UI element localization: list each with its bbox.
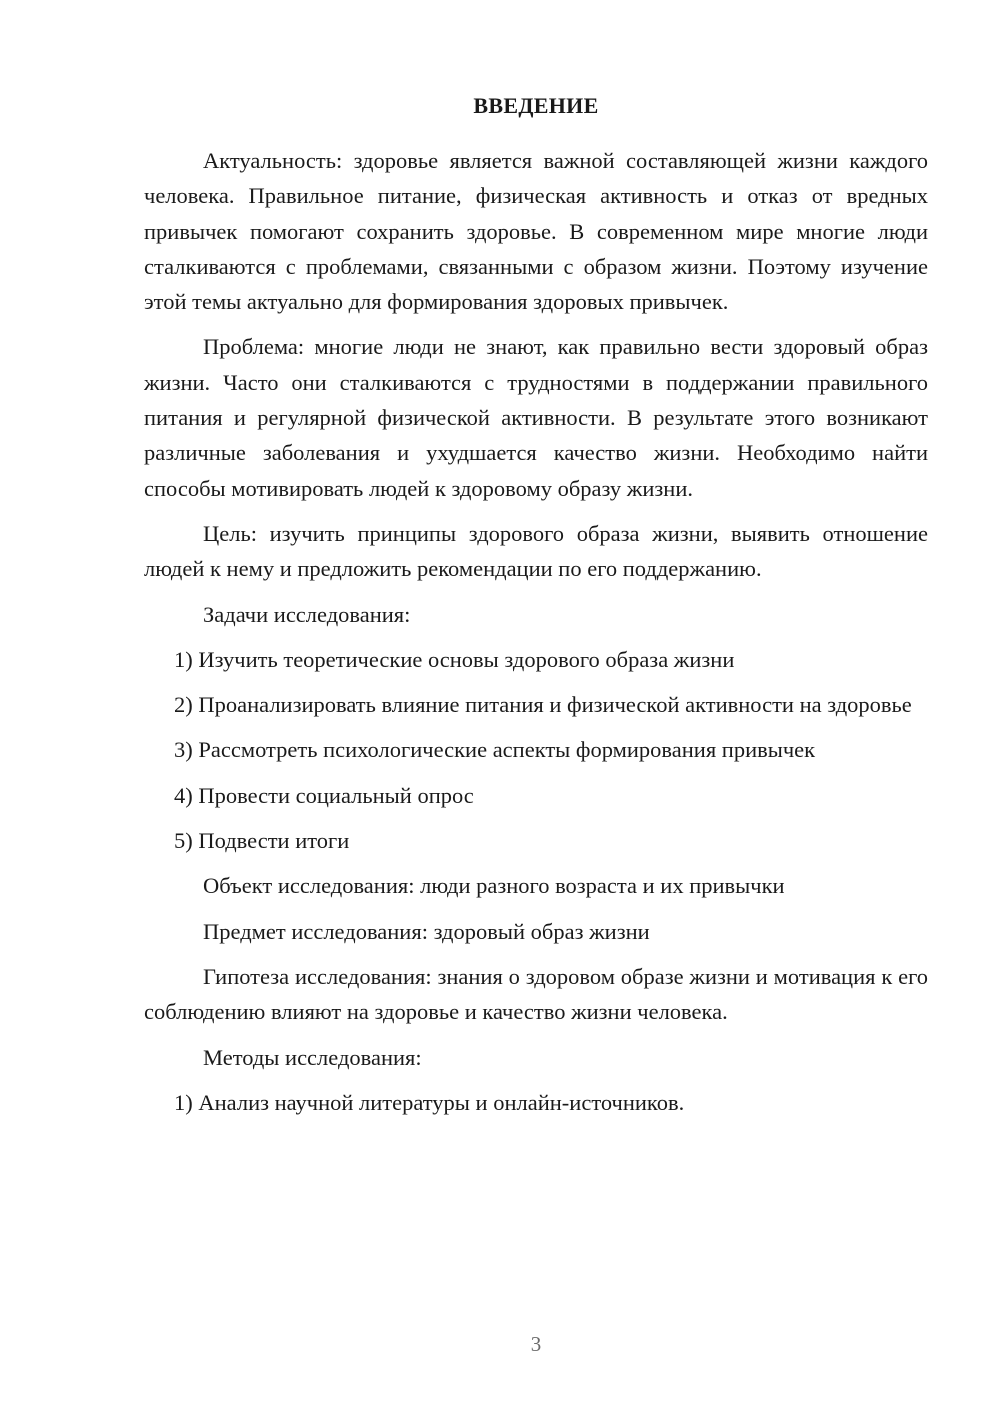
method-item-1: 1) Анализ научной литературы и онлайн-источников. <box>174 1089 685 1115</box>
document-page <box>144 90 928 1130</box>
task-item-2: 2) Проанализировать влияние питания и физической активности на здоровье <box>174 692 912 718</box>
research-object: Объект исследования: люди разного возраста и их привычки <box>203 873 785 899</box>
methods-heading: Методы исследования: <box>203 1044 422 1070</box>
page-number: 3 <box>530 1332 542 1356</box>
hypothesis-paragraph: Гипотеза исследования: знания о здоровом образе жизни и мотивация к его соблюдению влияют на здоровье и качество жизни человека. <box>144 963 928 1025</box>
goal-paragraph: Цель: изучить принципы здорового образа жизни, выявить отношение людей к нему и предложить рекомендации по его поддержанию. <box>144 520 928 582</box>
task-item-5: 5) Подвести итоги <box>174 828 350 854</box>
tasks-heading: Задачи исследования: <box>203 601 411 627</box>
task-item-3: 3) Рассмотреть психологические аспекты формирования привычек <box>174 737 816 763</box>
research-subject: Предмет исследования: здоровый образ жизни <box>203 918 650 944</box>
problem-paragraph: Проблема: многие люди не знают, как правильно вести здоровый образ жизни. Часто они сталкиваются с трудностями в поддержании правильного питания и регулярной физической активности. В результате этого возникают различные заболевания и ухудшается качество жизни. Необходимо найти способы мотивировать людей к здоровому образу жизни. <box>144 334 928 501</box>
task-item-4: 4) Провести социальный опрос <box>174 782 474 808</box>
relevance-paragraph: Актуальность: здоровье является важной составляющей жизни каждого человека. Правильное питание, физическая активность и отказ от вредных привычек помогают сохранить здоровье. В современном мире многие люди сталкиваются с проблемами, связанными с образом жизни. Поэтому изучение этой темы актуально для формирования здоровых привычек. <box>144 148 928 315</box>
section-title: ВВЕДЕНИЕ <box>473 93 599 118</box>
task-item-1: 1) Изучить теоретические основы здорового образа жизни <box>174 646 735 672</box>
